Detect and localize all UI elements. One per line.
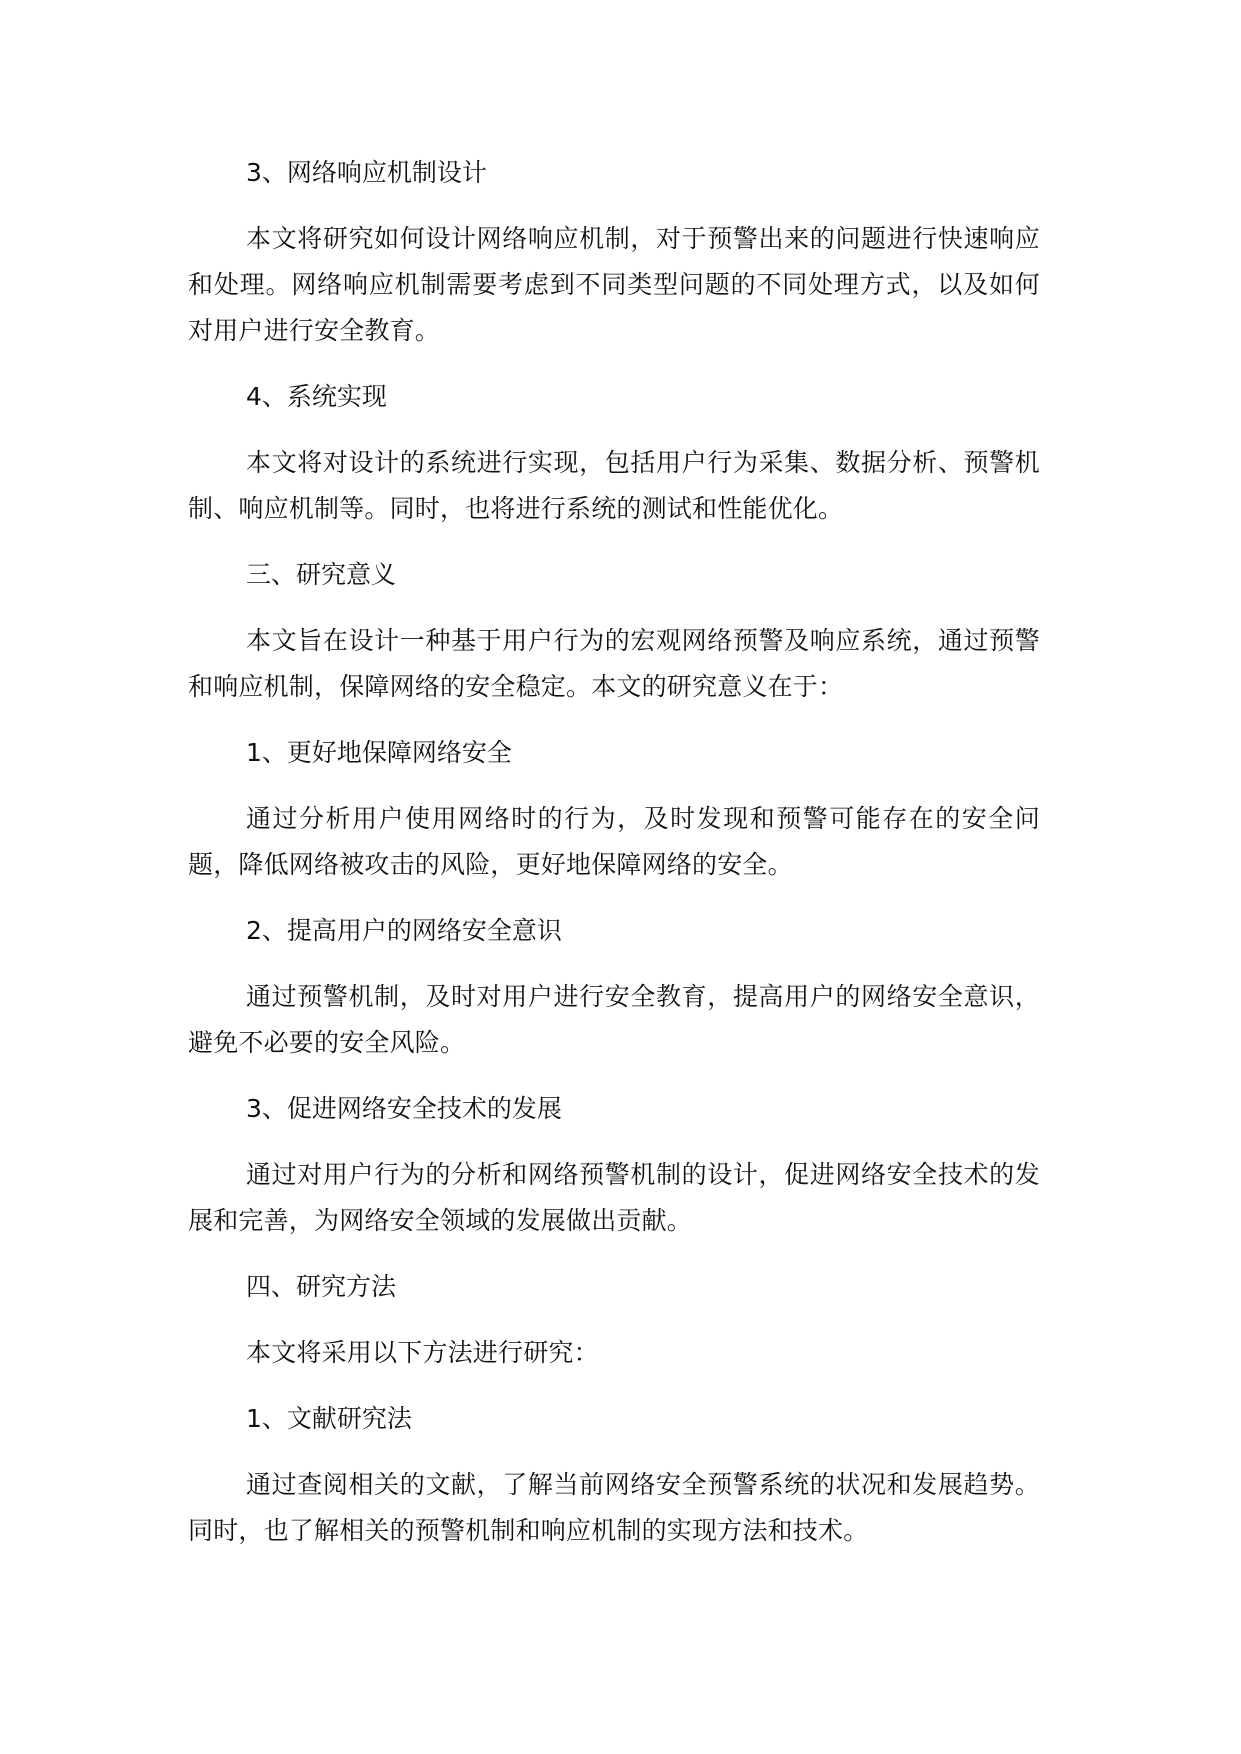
heading-research-significance: 三、研究意义 [246, 560, 397, 589]
heading-literature-method: 1、文献研究法 [246, 1404, 412, 1433]
heading-tech-development: 3、促进网络安全技术的发展 [246, 1094, 562, 1123]
para-literature-method: 通过查阅相关的文献，了解当前网络安全预警系统的状况和发展趋势。同时，也了解相关的预警机制和响应机制的实现方法和技术。 [188, 1470, 1040, 1545]
document-body [188, 150, 1040, 1574]
para-better-security: 通过分析用户使用网络时的行为，及时发现和预警可能存在的安全问题，降低网络被攻击的风险，更好地保障网络的安全。 [188, 804, 1040, 879]
para-research-significance: 本文旨在设计一种基于用户行为的宏观网络预警及响应系统，通过预警和响应机制，保障网络的安全稳定。本文的研究意义在于： [188, 626, 1040, 701]
heading-research-methods: 四、研究方法 [246, 1272, 397, 1301]
para-response-design: 本文将研究如何设计网络响应机制，对于预警出来的问题进行快速响应和处理。网络响应机制需要考虑到不同类型问题的不同处理方式，以及如何对用户进行安全教育。 [188, 224, 1040, 345]
para-awareness: 通过预警机制，及时对用户进行安全教育，提高用户的网络安全意识，避免不必要的安全风险。 [188, 982, 1040, 1057]
heading-awareness: 2、提高用户的网络安全意识 [246, 916, 562, 945]
para-tech-development: 通过对用户行为的分析和网络预警机制的设计，促进网络安全技术的发展和完善，为网络安全领域的发展做出贡献。 [188, 1160, 1040, 1235]
para-system-implementation: 本文将对设计的系统进行实现，包括用户行为采集、数据分析、预警机制、响应机制等。同时，也将进行系统的测试和性能优化。 [188, 448, 1040, 523]
para-research-methods: 本文将采用以下方法进行研究： [246, 1338, 599, 1367]
heading-better-security: 1、更好地保障网络安全 [246, 738, 512, 767]
heading-network-response-design: 3、网络响应机制设计 [246, 158, 487, 187]
heading-system-implementation: 4、系统实现 [246, 382, 387, 411]
